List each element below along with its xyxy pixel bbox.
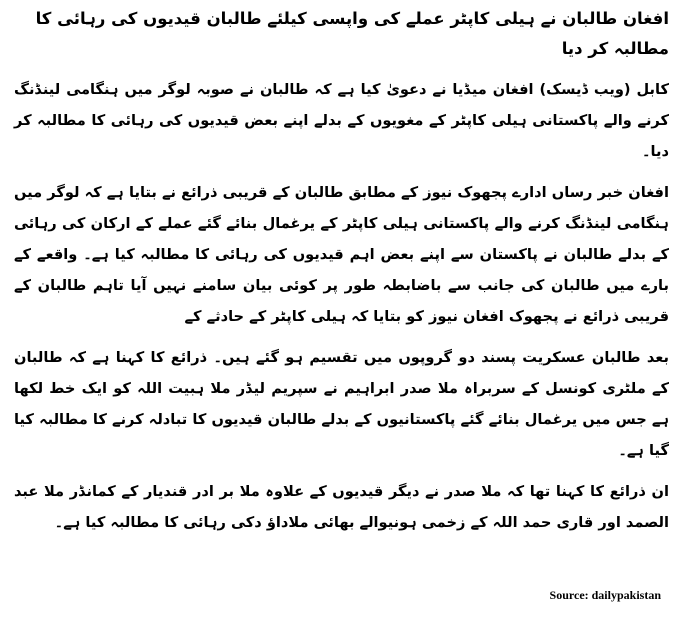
source-credit: Source: dailypakistan xyxy=(549,588,661,602)
article-paragraph-3: بعد طالبان عسکریت پسند دو گروپوں میں تقسیم ہو گئے ہیں۔ ذرائع کا کہنا ہے کہ طالبان کے ملٹری کونسل کے سربراہ ملا صدر ابراہیم نے سپریم لیڈر ملا ہبیت اللہ کو ایک خط لکھا ہے جس میں یرغمال بنائے گئے پاکستانیوں کے بدلے طالبان قیدیوں کا تبادلہ کرنے کا مطالبہ کیا گیا ہے۔ xyxy=(14,349,669,459)
article-paragraph-4: ان ذرائع کا کہنا تھا کہ ملا صدر نے دیگر قیدیوں کے علاوہ ملا بر ادر قندیار کے کمانڈر ملا عبد الصمد اور قاری حمد اللہ کے زخمی ہونیوالے بھائی ملاداؤ دکی رہائی کا مطالبہ کیا ہے۔ xyxy=(14,483,669,531)
article-paragraph-2: افغان خبر رساں ادارے پجھوک نیوز کے مطابق طالبان کے قریبی ذرائع نے بتایا ہے کہ لوگر میں ہنگامی لینڈنگ کرنے والے پاکستانی ہیلی کاپٹر کے یرغمال بنائے گئے عملے کے ارکان کی رہائی کے بدلے طالبان نے پاکستان سے اپنے بعض اہم قیدیوں کی رہائی کا مطالبہ کیا ہے۔ واقعے کے بارے میں طالبان کی جانب سے باضابطہ طور پر کوئی بیان سامنے نہیں آیا تاہم طالبان کے قریبی ذرائع نے پجھوک افغان نیوز کو بتایا کہ ہیلی کاپٹر کے حادثے کے xyxy=(14,184,669,325)
article-paragraph-1: کابل (ویب ڈیسک) افغان میڈیا نے دعویٰ کیا ہے کہ طالبان نے صوبہ لوگر میں ہنگامی لینڈنگ کرنے والے پاکستانی ہیلی کاپٹر کے مغویوں کے بدلے اپنے بعض قیدیوں کی رہائی کا مطالبہ کر دیا۔ xyxy=(14,81,669,160)
article xyxy=(14,4,669,548)
article-headline: افغان طالبان نے ہیلی کاپٹر عملے کی واپسی کیلئے طالبان قیدیوں کی رہائی کا مطالبہ کر دیا xyxy=(35,9,669,58)
